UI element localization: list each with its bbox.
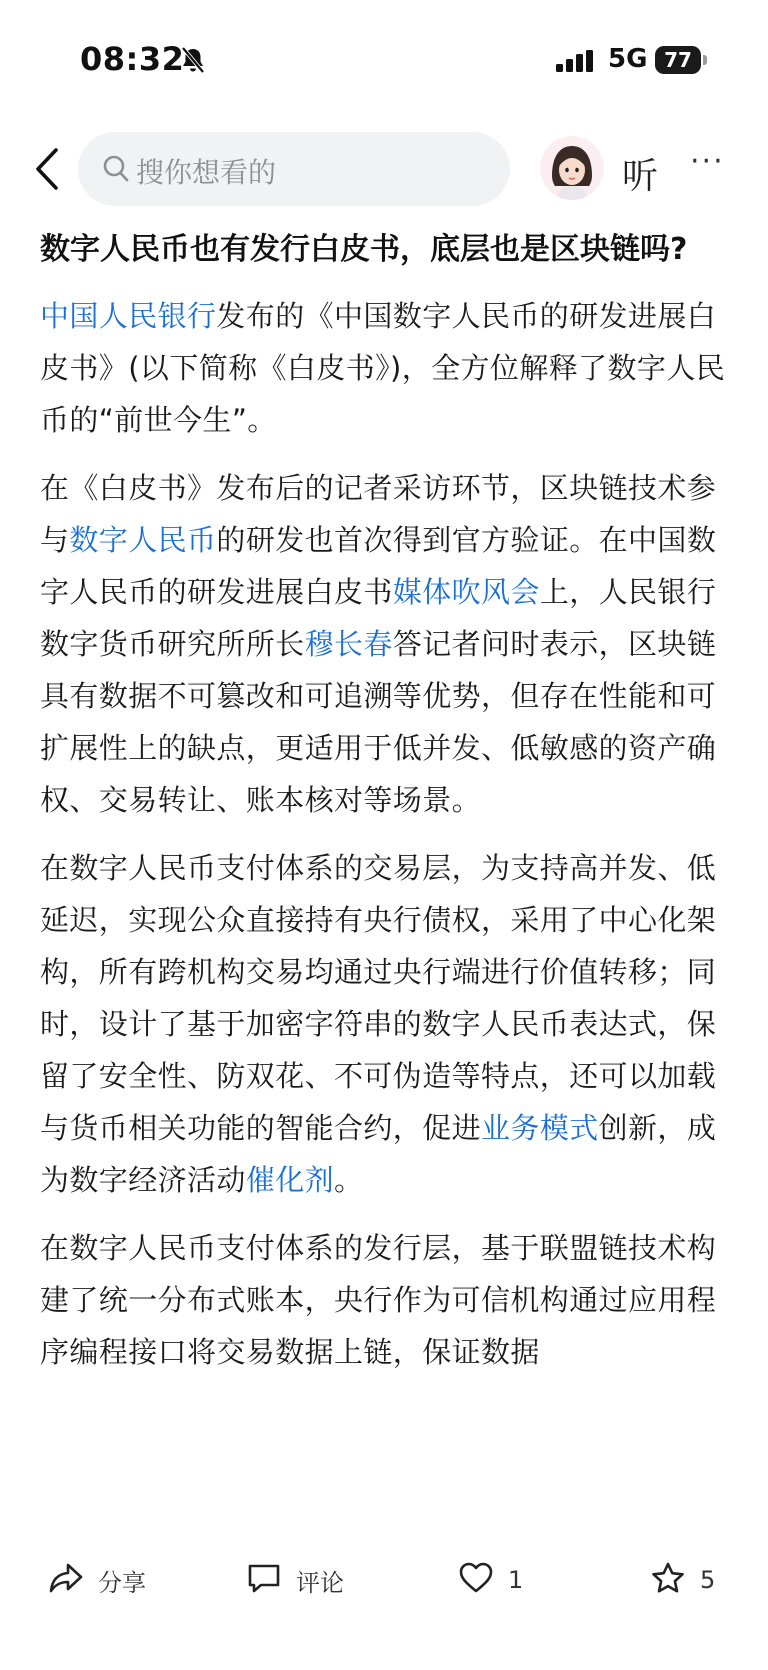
paragraph-text: 发布的《中国数字人民币的研发进展白皮书》(以下简称《白皮书》)，全方位解释了数字人民币的“前世今生”。 — [40, 299, 726, 437]
paragraph-text: 创新，成为数字经济活动 — [40, 1111, 717, 1197]
link-digital-rmb[interactable]: 数字人民币 — [69, 523, 217, 557]
star-icon — [650, 1561, 686, 1599]
paragraph-text: 答记者问时表示，区块链具有数据不可篡改和可追溯等优势，但存在性能和可扩展性上的缺点，更适用于低并发、低敏感的资产确权、交易转让、账本核对等场景。 — [40, 627, 717, 817]
favorite-count: 5 — [700, 1566, 716, 1594]
bell-muted-icon — [180, 46, 206, 78]
heart-icon — [458, 1561, 494, 1599]
like-count: 1 — [508, 1566, 524, 1594]
avatar[interactable] — [540, 136, 604, 200]
paragraph-text: 在数字人民币支付体系的交易层，为支持高并发、低延迟，实现公众直接持有央行债权，采用了中心化架构，所有跨机构交易均通过央行端进行价值转移；同时，设计了基于加密字符串的数字人民币表达式，保留了安全性、防双花、不可伪造等特点，还可以加载与货币相关功能的智能合约，促进 — [40, 851, 717, 1145]
search-placeholder: 搜你想看的 — [136, 156, 277, 189]
paragraph-text: 在《白皮书》发布后的记者采访环节，区块链技术参与 — [40, 471, 717, 557]
link-mu-changchun[interactable]: 穆长春 — [304, 627, 393, 661]
favorite-button[interactable] — [650, 1558, 715, 1602]
battery-icon: 77 — [655, 46, 701, 74]
paragraph-text: 在数字人民币支付体系的发行层，基于联盟链技术构建了统一分布式账本，央行作为可信机构通过应用程序编程接口将交易数据上链，保证数据 — [40, 1231, 717, 1369]
status-bar — [0, 0, 768, 120]
cellular-signal-icon — [556, 50, 596, 76]
share-label: 分享 — [98, 1568, 146, 1597]
battery-tip — [703, 55, 707, 65]
comment-label: 评论 — [296, 1568, 344, 1597]
back-arrow-icon[interactable] — [28, 144, 72, 194]
network-type: 5G — [608, 44, 648, 74]
paragraph-text: 。 — [334, 1163, 364, 1197]
bottom-action-bar — [0, 1540, 768, 1620]
paragraph-text: 的研发也首次得到官方验证。在中国数字人民币的研发进展白皮书 — [40, 523, 717, 609]
article-title: 数字人民币也有发行白皮书，底层也是区块链吗? — [40, 232, 688, 267]
paragraph-text: 上，人民银行数字货币研究所所长 — [40, 575, 717, 661]
share-icon — [48, 1561, 84, 1599]
search-icon — [102, 154, 130, 188]
link-media-briefing[interactable]: 媒体吹风会 — [392, 575, 540, 609]
paragraph-2 — [40, 462, 730, 826]
status-time: 08:32 — [80, 40, 185, 78]
comment-icon — [246, 1561, 282, 1599]
comment-button[interactable] — [246, 1558, 344, 1602]
listen-button[interactable]: 听 — [622, 156, 659, 197]
link-pboc[interactable]: 中国人民银行 — [40, 299, 217, 333]
link-catalyst[interactable]: 催化剂 — [245, 1163, 335, 1197]
paragraph-1 — [40, 290, 730, 446]
like-button[interactable] — [458, 1558, 523, 1602]
more-options-button[interactable]: ··· — [690, 144, 725, 179]
share-button[interactable] — [48, 1558, 146, 1602]
paragraph-4 — [40, 1222, 730, 1378]
article-body — [40, 224, 730, 1394]
link-business-model[interactable]: 业务模式 — [481, 1111, 599, 1145]
paragraph-3 — [40, 842, 730, 1206]
search-input[interactable] — [78, 132, 510, 206]
top-nav-bar — [0, 130, 768, 210]
